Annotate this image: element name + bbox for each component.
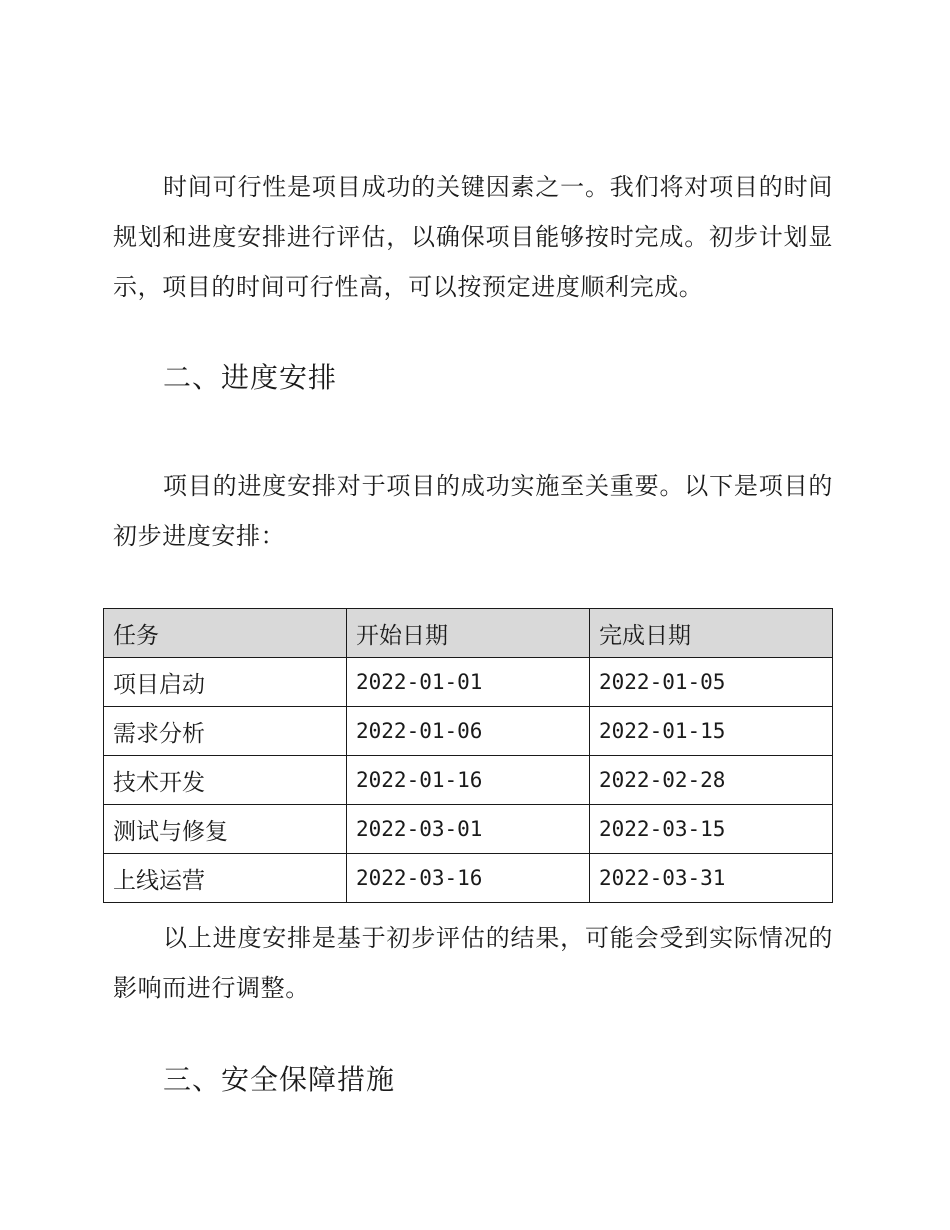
start-date-cell: 2022-03-01 — [347, 805, 590, 854]
task-cell: 项目启动 — [104, 658, 347, 707]
end-date-cell: 2022-02-28 — [590, 756, 833, 805]
start-date-cell: 2022-01-06 — [347, 707, 590, 756]
table-row — [104, 658, 833, 707]
task-cell: 技术开发 — [104, 756, 347, 805]
start-date-cell: 2022-03-16 — [347, 854, 590, 903]
paragraph-schedule-intro: 项目的进度安排对于项目的成功实施至关重要。以下是项目的初步进度安排： — [113, 472, 833, 550]
column-header-end-date: 完成日期 — [590, 609, 833, 658]
end-date-cell: 2022-01-05 — [590, 658, 833, 707]
table-row — [104, 707, 833, 756]
section-heading-schedule: 二、进度安排 — [163, 361, 338, 394]
section-heading-security: 三、安全保障措施 — [163, 1063, 396, 1096]
column-header-start-date: 开始日期 — [347, 609, 590, 658]
task-cell: 测试与修复 — [104, 805, 347, 854]
paragraph-time-feasibility: 时间可行性是项目成功的关键因素之一。我们将对项目的时间规划和进度安排进行评估，以确保项目能够按时完成。初步计划显示，项目的时间可行性高，可以按预定进度顺利完成。 — [113, 173, 833, 301]
schedule-table — [103, 608, 833, 903]
column-header-task: 任务 — [104, 609, 347, 658]
table-row — [104, 756, 833, 805]
table-row — [104, 854, 833, 903]
task-cell: 上线运营 — [104, 854, 347, 903]
task-cell: 需求分析 — [104, 707, 347, 756]
end-date-cell: 2022-03-31 — [590, 854, 833, 903]
paragraph-schedule-note: 以上进度安排是基于初步评估的结果，可能会受到实际情况的影响而进行调整。 — [113, 924, 833, 1002]
table-header-row — [104, 609, 833, 658]
start-date-cell: 2022-01-16 — [347, 756, 590, 805]
start-date-cell: 2022-01-01 — [347, 658, 590, 707]
end-date-cell: 2022-03-15 — [590, 805, 833, 854]
table-row — [104, 805, 833, 854]
end-date-cell: 2022-01-15 — [590, 707, 833, 756]
